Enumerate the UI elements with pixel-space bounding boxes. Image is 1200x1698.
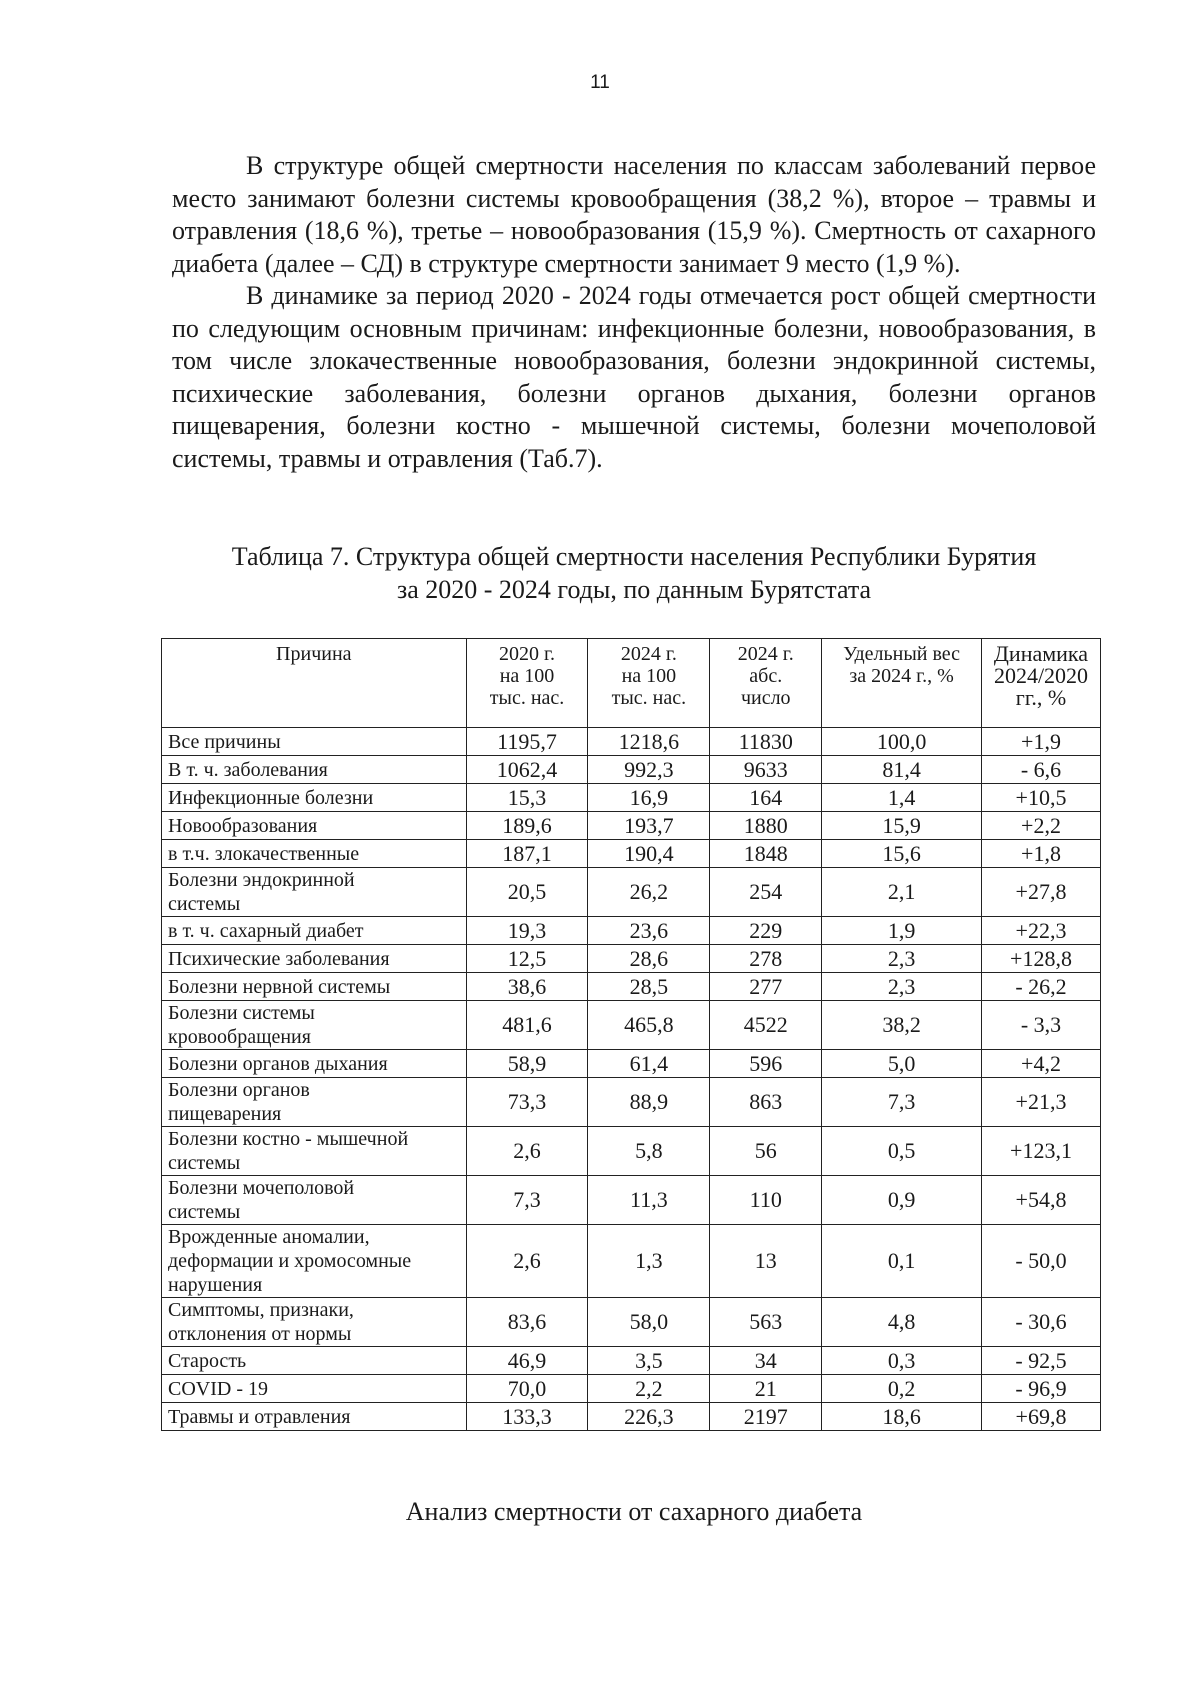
cell-2020-per-100k: 46,9 [466,1347,588,1375]
cell-dynamics: +128,8 [982,945,1101,973]
table-row [162,1050,1101,1078]
cell-dynamics: - 30,6 [982,1298,1101,1347]
table-row [162,1078,1101,1127]
cell-2020-per-100k: 481,6 [466,1001,588,1050]
cell-2024-per-100k: 226,3 [588,1403,710,1431]
header-2024-per-100k: 2024 г. на 100 тыс. нас. [588,639,710,728]
mortality-table [161,638,1101,1431]
cell-cause: Симптомы, признаки, отклонения от нормы [162,1298,467,1347]
cell-dynamics: - 50,0 [982,1225,1101,1298]
cell-2024-per-100k: 28,6 [588,945,710,973]
section-title: Анализ смертности от сахарного диабета [405,1497,863,1526]
table-row [162,1225,1101,1298]
cell-2024-abs: 1848 [710,840,822,868]
cell-dynamics: - 96,9 [982,1375,1101,1403]
cell-2020-per-100k: 2,6 [466,1225,588,1298]
cell-share-2024: 81,4 [822,756,982,784]
cell-2024-per-100k: 190,4 [588,840,710,868]
table-row [162,1127,1101,1176]
table-row [162,868,1101,917]
cell-2020-per-100k: 1195,7 [466,728,588,756]
table-row [162,728,1101,756]
cell-2024-abs: 2197 [710,1403,822,1431]
table-row [162,812,1101,840]
cell-share-2024: 0,5 [822,1127,982,1176]
cell-2024-per-100k: 16,9 [588,784,710,812]
cell-2020-per-100k: 83,6 [466,1298,588,1347]
cell-2024-abs: 4522 [710,1001,822,1050]
cell-2020-per-100k: 15,3 [466,784,588,812]
cell-dynamics: +22,3 [982,917,1101,945]
table-row [162,756,1101,784]
paragraph-1: В структуре общей смертности населения по классам заболеваний первое место занимают болезни системы кровообращения (38,2 %), второе – травмы и отравления (18,6 %), третье – новообразования (15,9 %). Смертность от сахарного диабета (далее – СД) в структуре смертности занимает 9 место (1,9 %). [172,151,1096,278]
cell-cause: Травмы и отравления [162,1403,467,1431]
header-cause: Причина [162,639,467,728]
cell-dynamics: +27,8 [982,868,1101,917]
cell-2024-per-100k: 26,2 [588,868,710,917]
cell-2024-abs: 229 [710,917,822,945]
cell-share-2024: 0,1 [822,1225,982,1298]
cell-share-2024: 4,8 [822,1298,982,1347]
cell-2024-abs: 11830 [710,728,822,756]
cell-dynamics: - 26,2 [982,973,1101,1001]
cell-dynamics: +123,1 [982,1127,1101,1176]
cell-share-2024: 100,0 [822,728,982,756]
cell-2024-per-100k: 2,2 [588,1375,710,1403]
cell-share-2024: 5,0 [822,1050,982,1078]
cell-share-2024: 2,1 [822,868,982,917]
cell-cause: Психические заболевания [162,945,467,973]
cell-2024-per-100k: 11,3 [588,1176,710,1225]
cell-share-2024: 1,9 [822,917,982,945]
cell-dynamics: +69,8 [982,1403,1101,1431]
cell-share-2024: 1,4 [822,784,982,812]
cell-share-2024: 18,6 [822,1403,982,1431]
cell-share-2024: 0,9 [822,1176,982,1225]
cell-2020-per-100k: 189,6 [466,812,588,840]
table-caption-line-2: за 2020 - 2024 годы, по данным Бурятстата [396,575,872,604]
cell-2024-per-100k: 61,4 [588,1050,710,1078]
cell-2020-per-100k: 1062,4 [466,756,588,784]
cell-cause: Врожденные аномалии, деформации и хромосомные нарушения [162,1225,467,1298]
table-row [162,1176,1101,1225]
cell-2020-per-100k: 7,3 [466,1176,588,1225]
cell-2024-abs: 34 [710,1347,822,1375]
cell-2024-abs: 563 [710,1298,822,1347]
cell-cause: Болезни нервной системы [162,973,467,1001]
cell-cause: Болезни органов пищеварения [162,1078,467,1127]
cell-cause: Болезни костно - мышечной системы [162,1127,467,1176]
table-row [162,1403,1101,1431]
cell-2024-abs: 277 [710,973,822,1001]
cell-2024-abs: 863 [710,1078,822,1127]
cell-cause: Болезни эндокринной системы [162,868,467,917]
cell-2020-per-100k: 73,3 [466,1078,588,1127]
cell-share-2024: 2,3 [822,945,982,973]
cell-2020-per-100k: 133,3 [466,1403,588,1431]
cell-share-2024: 0,3 [822,1347,982,1375]
cell-2024-per-100k: 88,9 [588,1078,710,1127]
cell-2024-per-100k: 23,6 [588,917,710,945]
paragraph-2: В динамике за период 2020 - 2024 годы отмечается рост общей смертности по следующим основным причинам: инфекционные болезни, новообразования, в том числе злокачественные новообразования, болезни эндокринной системы, психические заболевания, болезни органов дыхания, болезни органов пищеварения, болезни костно - мышечной системы, болезни мочеполовой системы, травмы и отравления (Таб.7). [172,281,1096,473]
cell-2024-per-100k: 992,3 [588,756,710,784]
page-number: 11 [590,72,610,93]
cell-cause: Болезни мочеполовой системы [162,1176,467,1225]
cell-cause: в т.ч. злокачественные [162,840,467,868]
header-share-2024: Удельный вес за 2024 г., % [822,639,982,728]
table-row [162,945,1101,973]
cell-cause: Болезни системы кровообращения [162,1001,467,1050]
cell-cause: Болезни органов дыхания [162,1050,467,1078]
cell-cause: Старость [162,1347,467,1375]
table-row [162,973,1101,1001]
cell-2024-abs: 56 [710,1127,822,1176]
cell-dynamics: +21,3 [982,1078,1101,1127]
cell-2024-abs: 596 [710,1050,822,1078]
table-body [162,728,1101,1431]
cell-2024-abs: 21 [710,1375,822,1403]
cell-2024-per-100k: 193,7 [588,812,710,840]
table-row [162,1001,1101,1050]
cell-2024-per-100k: 28,5 [588,973,710,1001]
cell-2020-per-100k: 20,5 [466,868,588,917]
cell-2020-per-100k: 38,6 [466,973,588,1001]
table-row [162,917,1101,945]
table-row [162,840,1101,868]
cell-2020-per-100k: 70,0 [466,1375,588,1403]
cell-2024-abs: 254 [710,868,822,917]
header-dynamics: Динамика 2024/2020 гг., % [982,639,1101,728]
cell-dynamics: - 6,6 [982,756,1101,784]
cell-2024-abs: 110 [710,1176,822,1225]
cell-share-2024: 15,6 [822,840,982,868]
body-text [172,150,1096,475]
table-caption [172,540,1096,606]
cell-dynamics: - 92,5 [982,1347,1101,1375]
cell-2024-per-100k: 5,8 [588,1127,710,1176]
cell-2024-per-100k: 3,5 [588,1347,710,1375]
cell-dynamics: +1,8 [982,840,1101,868]
table-row [162,1375,1101,1403]
cell-cause: COVID - 19 [162,1375,467,1403]
cell-cause: В т. ч. заболевания [162,756,467,784]
cell-cause: Инфекционные болезни [162,784,467,812]
cell-2024-per-100k: 1,3 [588,1225,710,1298]
cell-dynamics: +2,2 [982,812,1101,840]
cell-cause: Все причины [162,728,467,756]
cell-2020-per-100k: 2,6 [466,1127,588,1176]
cell-share-2024: 15,9 [822,812,982,840]
cell-2024-abs: 13 [710,1225,822,1298]
cell-share-2024: 0,2 [822,1375,982,1403]
table-header-row [162,639,1101,728]
cell-cause: Новообразования [162,812,467,840]
cell-2024-abs: 164 [710,784,822,812]
header-2020-per-100k: 2020 г. на 100 тыс. нас. [466,639,588,728]
table-caption-line-1: Таблица 7. Структура общей смертности населения Республики Бурятия [231,542,1037,571]
cell-share-2024: 38,2 [822,1001,982,1050]
cell-2020-per-100k: 12,5 [466,945,588,973]
cell-dynamics: +10,5 [982,784,1101,812]
cell-2024-per-100k: 58,0 [588,1298,710,1347]
table-row [162,1298,1101,1347]
cell-2020-per-100k: 19,3 [466,917,588,945]
cell-2024-abs: 9633 [710,756,822,784]
table-row [162,784,1101,812]
cell-dynamics: - 3,3 [982,1001,1101,1050]
cell-share-2024: 7,3 [822,1078,982,1127]
cell-2024-per-100k: 1218,6 [588,728,710,756]
cell-2020-per-100k: 187,1 [466,840,588,868]
table-row [162,1347,1101,1375]
cell-2024-abs: 1880 [710,812,822,840]
cell-cause: в т. ч. сахарный диабет [162,917,467,945]
cell-2024-per-100k: 465,8 [588,1001,710,1050]
cell-2024-abs: 278 [710,945,822,973]
cell-share-2024: 2,3 [822,973,982,1001]
cell-2020-per-100k: 58,9 [466,1050,588,1078]
cell-dynamics: +54,8 [982,1176,1101,1225]
cell-dynamics: +4,2 [982,1050,1101,1078]
header-2024-abs: 2024 г. абс. число [710,639,822,728]
cell-dynamics: +1,9 [982,728,1101,756]
